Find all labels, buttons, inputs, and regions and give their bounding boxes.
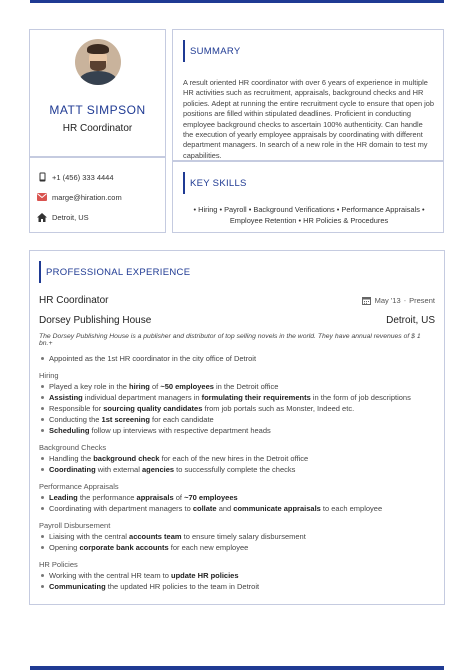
list-item bbox=[39, 570, 435, 581]
group-heading: Payroll Disbursement bbox=[39, 521, 111, 530]
list-item bbox=[39, 464, 435, 475]
bold-text: sourcing quality candidates bbox=[103, 404, 203, 413]
profile-card bbox=[29, 29, 166, 157]
group-heading: HR Policies bbox=[39, 560, 78, 569]
group-heading: Performance Appraisals bbox=[39, 482, 119, 491]
responsibility-groups bbox=[39, 370, 435, 592]
text: to ensure timely salary disbursement bbox=[181, 532, 306, 541]
text: for each candidate bbox=[149, 415, 214, 424]
company-name: Dorsey Publishing House bbox=[39, 315, 152, 326]
experience-section bbox=[29, 250, 445, 605]
key-skills-section bbox=[172, 161, 444, 233]
list-item bbox=[39, 425, 435, 436]
summary-heading: SUMMARY bbox=[183, 40, 435, 62]
intro-bullet: Appointed as the 1st HR coordinator in the city office of Detroit bbox=[39, 353, 435, 364]
bold-text: Communicating bbox=[49, 582, 106, 591]
bold-text: collate bbox=[192, 504, 217, 513]
text: Opening bbox=[49, 543, 80, 552]
bottom-accent-bar bbox=[30, 666, 444, 670]
avatar bbox=[75, 39, 121, 85]
location-text: Detroit, US bbox=[52, 212, 89, 222]
list-item bbox=[39, 453, 435, 464]
bold-text: update HR policies bbox=[171, 571, 239, 580]
company-location: Detroit, US bbox=[386, 315, 435, 326]
list-item bbox=[39, 503, 435, 514]
text: from job portals such as Monster, Indeed etc. bbox=[202, 404, 355, 413]
bold-text: ~50 employees bbox=[160, 382, 214, 391]
text: individual department managers in bbox=[82, 393, 202, 402]
text: Liaising with the central bbox=[49, 532, 130, 541]
list-item bbox=[39, 414, 435, 425]
contact-location bbox=[37, 212, 165, 222]
job-header bbox=[39, 295, 435, 306]
text: follow up interviews with respective department heads bbox=[89, 426, 271, 435]
text: for each of the new hires in the Detroit office bbox=[159, 454, 309, 463]
bold-text: Leading bbox=[49, 493, 78, 502]
list-item bbox=[39, 403, 435, 414]
bold-text: formulating their requirements bbox=[201, 393, 311, 402]
text: the updated HR policies to the team in Detroit bbox=[105, 582, 260, 591]
text: in the Detroit office bbox=[213, 382, 279, 391]
home-icon bbox=[37, 212, 47, 222]
job-date-end: Present bbox=[409, 296, 435, 305]
bold-text: hiring bbox=[129, 382, 150, 391]
text: the performance bbox=[77, 493, 137, 502]
list-item bbox=[39, 381, 435, 392]
list-item bbox=[39, 531, 435, 542]
envelope-icon bbox=[37, 192, 47, 202]
group-heading: Background Checks bbox=[39, 443, 107, 452]
bold-text: 1st screening bbox=[101, 415, 150, 424]
text: and bbox=[216, 504, 234, 513]
contact-email[interactable] bbox=[37, 192, 165, 202]
bold-text: corporate bank accounts bbox=[79, 543, 169, 552]
company-row bbox=[39, 315, 435, 326]
candidate-role: HR Coordinator bbox=[62, 123, 133, 134]
bold-text: Assisting bbox=[49, 393, 83, 402]
group-heading: Hiring bbox=[39, 371, 59, 380]
top-accent-bar bbox=[30, 0, 444, 3]
list-item bbox=[39, 581, 435, 592]
text: of bbox=[149, 382, 161, 391]
text: in the form of job descriptions bbox=[310, 393, 411, 402]
job-date: May '13 - Present bbox=[362, 296, 435, 305]
bold-text: communicate appraisals bbox=[233, 504, 321, 513]
bold-text: background check bbox=[93, 454, 160, 463]
calendar-icon bbox=[362, 296, 371, 305]
contact-phone bbox=[37, 172, 165, 182]
text: of bbox=[173, 493, 185, 502]
text: Coordinating with department managers to bbox=[49, 504, 193, 513]
text: Responsible for bbox=[49, 404, 104, 413]
summary-section bbox=[172, 29, 444, 161]
key-skills-heading: KEY SKILLS bbox=[183, 172, 435, 194]
list-item bbox=[39, 392, 435, 403]
bold-text: appraisals bbox=[136, 493, 174, 502]
bold-text: agencies bbox=[141, 465, 175, 474]
text: Played a key role in the bbox=[49, 382, 130, 391]
text: for each new employee bbox=[168, 543, 249, 552]
job-date-start: May '13 bbox=[374, 296, 401, 305]
email-text: marge@hiration.com bbox=[52, 192, 122, 202]
company-description: The Dorsey Publishing House is a publisher and distributor of top selling novels in the world. They have annual revenues of $ 1 bn.+ bbox=[39, 333, 421, 347]
summary-text: A result oriented HR coordinator with over 6 years of experience in multiple HR activities such as recruitment, appraisals, background checks and HR policies. Adept at running the entire recruitment cycle to ensure that open job positions are filled within stipulated deadlines. Proficient in conducting employee background checks to ascertain 100% authenticity. Can handle the execution of yearly employee appraisals by coordinating with different department managers. In search of a new role in the HR domain to test my capabilities. bbox=[183, 78, 435, 160]
job-title: HR Coordinator bbox=[39, 295, 109, 306]
bold-text: ~70 employees bbox=[184, 493, 238, 502]
phone-text: +1 (456) 333 4444 bbox=[52, 172, 114, 182]
list-item bbox=[39, 542, 435, 553]
list-item bbox=[39, 492, 435, 503]
text: to successfully complete the checks bbox=[174, 465, 296, 474]
bold-text: Coordinating bbox=[49, 465, 96, 474]
text: Conducting the bbox=[49, 415, 102, 424]
contact-card bbox=[29, 157, 166, 233]
candidate-name: MATT SIMPSON bbox=[49, 103, 146, 117]
bold-text: Scheduling bbox=[49, 426, 90, 435]
key-skills-list: • Hiring • Payroll • Background Verifications • Performance Appraisals • Employee Retention • HR Policies & Procedures bbox=[193, 205, 425, 225]
experience-heading: PROFESSIONAL EXPERIENCE bbox=[39, 261, 435, 283]
text: to each employee bbox=[320, 504, 383, 513]
text: Working with the central HR team to bbox=[49, 571, 171, 580]
text: with external bbox=[95, 465, 142, 474]
text: Handling the bbox=[49, 454, 94, 463]
phone-icon bbox=[37, 172, 47, 182]
bold-text: accounts team bbox=[129, 532, 182, 541]
